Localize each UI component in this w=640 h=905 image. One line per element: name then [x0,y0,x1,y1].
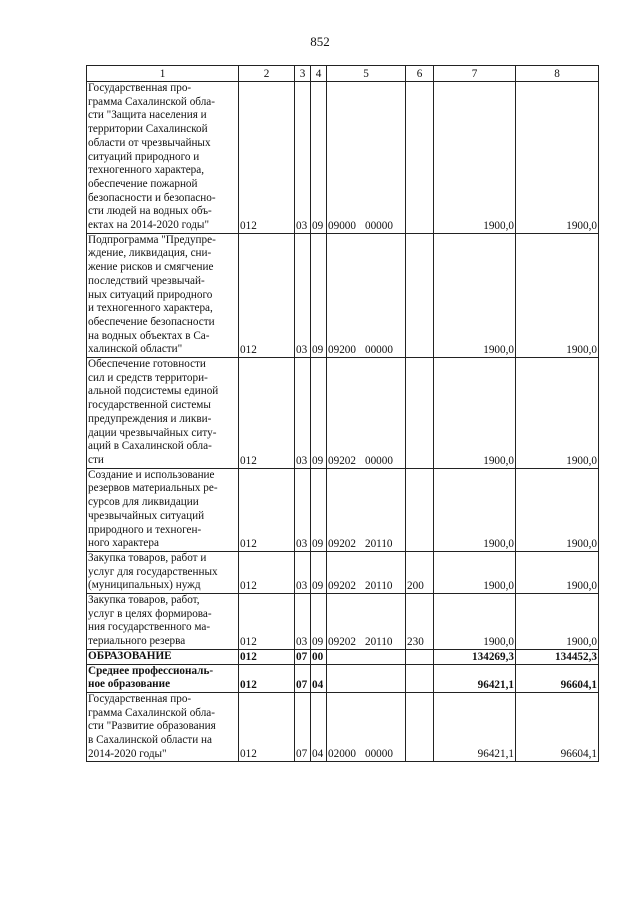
target-article-cell [327,468,406,551]
table-row [87,594,599,650]
target-article-direction: 20110 [364,580,393,593]
amount-2016-cell: 1900,0 [516,468,599,551]
expense-type-cell [406,649,434,664]
budget-table [86,65,599,762]
target-article-program: 09202 [328,580,356,593]
target-article-cell [327,233,406,357]
page-number: 852 [310,34,330,49]
target-article-direction: 00000 [364,748,393,761]
ministry-code-cell: 012 [239,358,295,469]
table-row [87,649,599,664]
table-row [87,692,599,762]
row-name-cell: Государственная про- грамма Сахалинской обла- сти "Защита населения и территории Сахалинской области от чрезвычайных ситуаций природного и техногенного характера, обеспечение пожарной безопасности и безопасно- сти людей на водных объ- ектах на 2014-2020 годы" [87,82,239,234]
amount-2015-cell: 96421,1 [434,664,516,692]
amount-2015-cell: 1900,0 [434,233,516,357]
column-header: 4 [311,66,327,82]
subsection-cell: 09 [311,82,327,234]
column-header: 2 [239,66,295,82]
target-article-cell [327,358,406,469]
section-cell: 03 [295,358,311,469]
row-name-cell: ОБРАЗОВАНИЕ [87,649,239,664]
row-name-cell: Подпрограмма "Предупре- ждение, ликвидация, сни- жение рисков и смягчение последствий чрезвычай- ных ситуаций природного и техногенного характера, обеспечение безопасности на водных объектах в Са- халинской области" [87,233,239,357]
subsection-cell: 00 [311,649,327,664]
target-article-program: 02000 [328,748,356,761]
expense-type-cell [406,692,434,762]
target-article-cell [327,692,406,762]
section-cell: 03 [295,468,311,551]
expense-type-cell: 200 [406,551,434,593]
section-cell: 07 [295,649,311,664]
amount-2016-cell: 1900,0 [516,82,599,234]
section-cell: 07 [295,664,311,692]
ministry-code-cell: 012 [239,233,295,357]
ministry-code-cell: 012 [239,692,295,762]
amount-2015-cell: 134269,3 [434,649,516,664]
amount-2016-cell: 1900,0 [516,233,599,357]
target-article-cell [327,664,406,692]
amount-2016-cell: 1900,0 [516,551,599,593]
column-header: 8 [516,66,599,82]
subsection-cell: 09 [311,468,327,551]
row-name-cell: Создание и использование резервов материальных ре- сурсов для ликвидации чрезвычайных ситуаций природного и техноген- ного характера [87,468,239,551]
ministry-code-cell: 012 [239,551,295,593]
expense-type-cell [406,233,434,357]
table-body [87,82,599,762]
target-article-cell [327,82,406,234]
subsection-cell: 04 [311,692,327,762]
target-article-program: 09202 [328,454,356,467]
target-article-cell [327,649,406,664]
amount-2015-cell: 1900,0 [434,594,516,650]
target-article-program: 09200 [328,344,356,357]
expense-type-cell: 230 [406,594,434,650]
amount-2016-cell: 96604,1 [516,664,599,692]
column-header: 6 [406,66,434,82]
row-name-cell: Обеспечение готовности сил и средств территори- альной подсистемы единой государственной системы предупреждения и ликви- дации чрезвычайных ситу- аций в Сахалинской обла- сти [87,358,239,469]
column-header: 1 [87,66,239,82]
table-row [87,664,599,692]
target-article-direction: 00000 [364,219,393,232]
subsection-cell: 04 [311,664,327,692]
expense-type-cell [406,468,434,551]
target-article-program: 09202 [328,635,356,648]
section-cell: 03 [295,233,311,357]
amount-2016-cell: 96604,1 [516,692,599,762]
header-row [87,66,599,82]
target-article-direction: 00000 [364,344,393,357]
subsection-cell: 09 [311,358,327,469]
amount-2016-cell: 1900,0 [516,594,599,650]
ministry-code-cell: 012 [239,649,295,664]
subsection-cell: 09 [311,551,327,593]
row-name-cell: Закупка товаров, работ и услуг для государственных (муниципальных) нужд [87,551,239,593]
column-header: 7 [434,66,516,82]
table-row [87,82,599,234]
target-article-cell [327,551,406,593]
amount-2015-cell: 1900,0 [434,551,516,593]
target-article-direction: 00000 [364,454,393,467]
subsection-cell: 09 [311,233,327,357]
section-cell: 03 [295,594,311,650]
expense-type-cell [406,358,434,469]
section-cell: 07 [295,692,311,762]
expense-type-cell [406,82,434,234]
expense-type-cell [406,664,434,692]
section-cell: 03 [295,82,311,234]
table-row [87,551,599,593]
table-row [87,233,599,357]
amount-2015-cell: 96421,1 [434,692,516,762]
table-row [87,358,599,469]
ministry-code-cell: 012 [239,594,295,650]
amount-2015-cell: 1900,0 [434,82,516,234]
column-header: 3 [295,66,311,82]
target-article-program: 09000 [328,219,356,232]
row-name-cell: Среднее профессиональ- ное образование [87,664,239,692]
target-article-program: 09202 [328,537,356,550]
target-article-direction: 20110 [364,635,393,648]
table-row [87,468,599,551]
ministry-code-cell: 012 [239,664,295,692]
section-cell: 03 [295,551,311,593]
amount-2016-cell: 1900,0 [516,358,599,469]
ministry-code-cell: 012 [239,82,295,234]
amount-2016-cell: 134452,3 [516,649,599,664]
target-article-cell [327,594,406,650]
amount-2015-cell: 1900,0 [434,358,516,469]
amount-2015-cell: 1900,0 [434,468,516,551]
row-name-cell: Государственная про- грамма Сахалинской обла- сти "Развитие образования в Сахалинской области на 2014-2020 годы" [87,692,239,762]
subsection-cell: 09 [311,594,327,650]
row-name-cell: Закупка товаров, работ, услуг в целях формирова- ния государственного ма- териального резерва [87,594,239,650]
ministry-code-cell: 012 [239,468,295,551]
column-header: 5 [327,66,406,82]
target-article-direction: 20110 [364,537,393,550]
